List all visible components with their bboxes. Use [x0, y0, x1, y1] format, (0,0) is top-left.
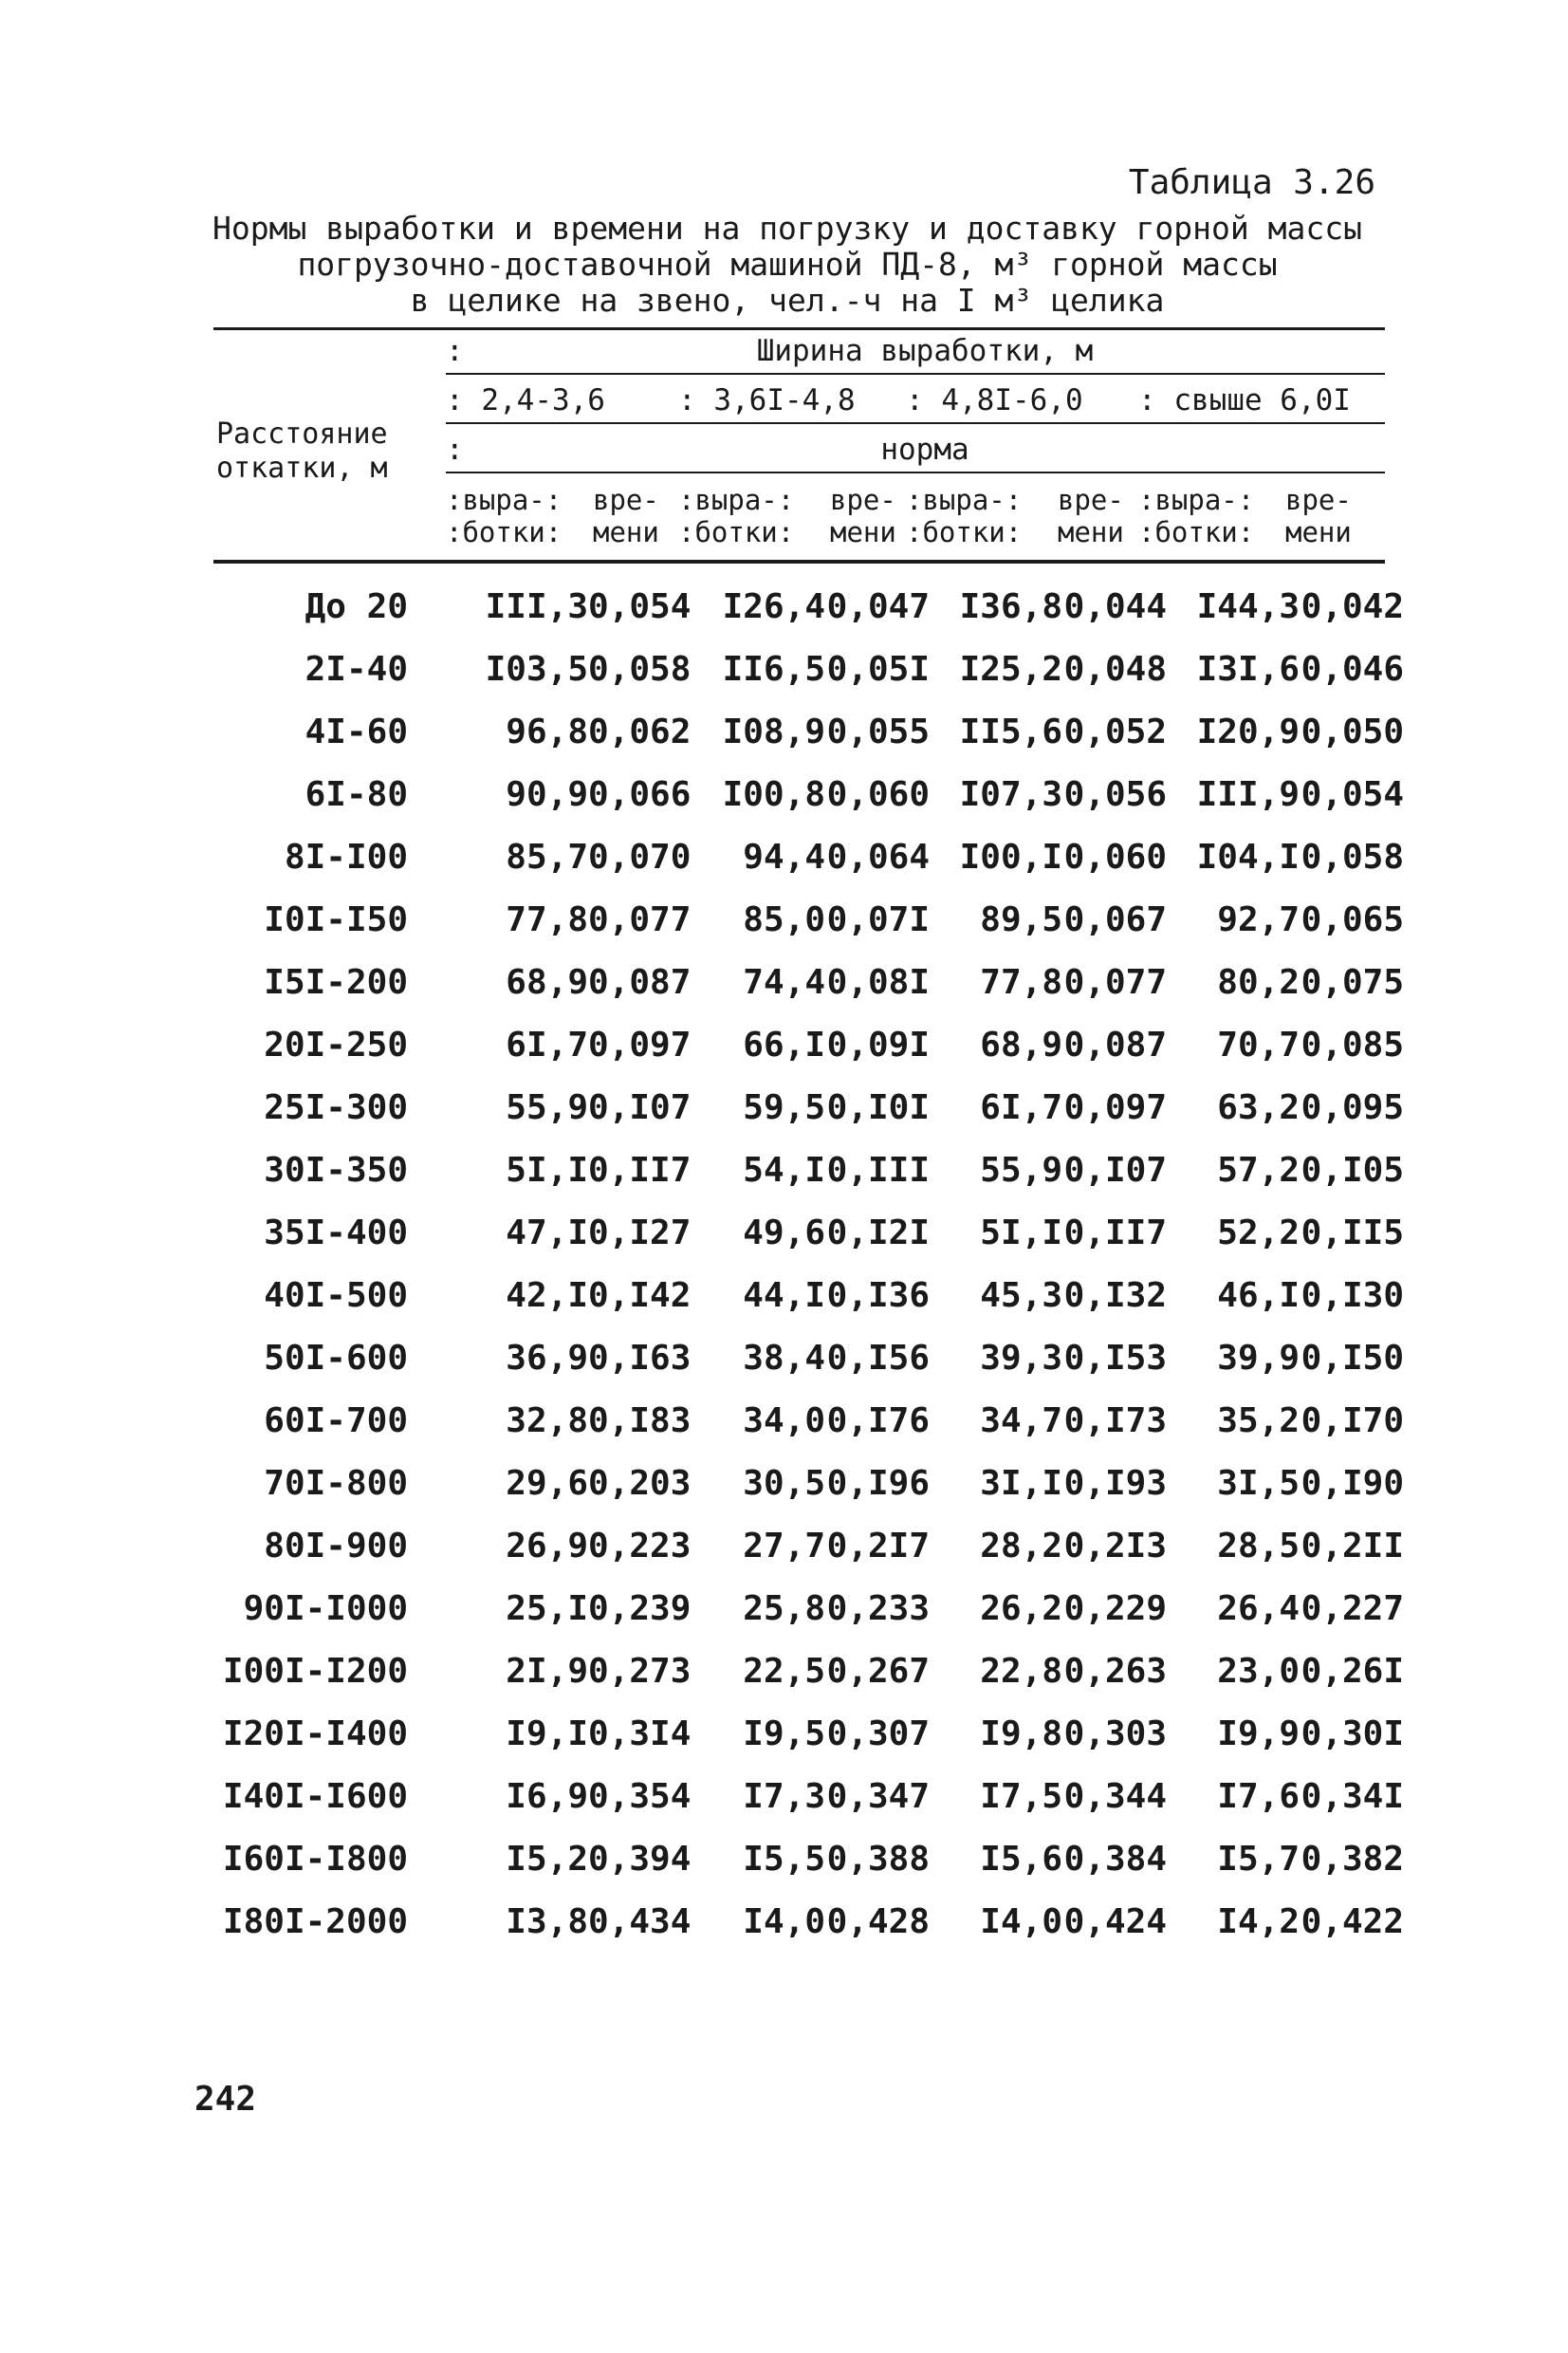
output-cell: I3,8 — [506, 1902, 588, 1941]
time-cell: 0,I83 — [588, 1401, 692, 1440]
time-cell: 0,223 — [588, 1527, 692, 1566]
time-cell: 0,046 — [1301, 650, 1404, 689]
output-header: :выра-: :ботки: — [678, 484, 795, 548]
header-colon: : — [446, 334, 464, 368]
output-cell: 3I,I — [980, 1464, 1062, 1503]
width-range-header: : 2,4-3,6 — [446, 383, 605, 417]
output-cell: 42,I — [506, 1276, 588, 1315]
time-cell: 0,422 — [1301, 1902, 1404, 1941]
time-cell: 0,I27 — [588, 1214, 692, 1252]
table-row — [190, 1266, 1404, 1326]
distance-cell: 4I-60 — [304, 713, 408, 751]
output-cell: I44,3 — [1196, 587, 1300, 626]
output-cell: III,9 — [1196, 775, 1300, 814]
width-range-header: : свыше 6,0I — [1138, 383, 1351, 417]
time-cell: 0,I0I — [826, 1088, 930, 1127]
time-cell: 0,I07 — [1063, 1151, 1167, 1190]
output-cell: I00,I — [959, 838, 1062, 877]
time-cell: 0,050 — [1301, 713, 1404, 751]
time-cell: 0,065 — [1301, 900, 1404, 939]
output-cell: 57,2 — [1217, 1151, 1300, 1190]
output-cell: I4,0 — [980, 1902, 1062, 1941]
time-cell: 0,056 — [1063, 775, 1167, 814]
output-cell: 27,7 — [743, 1527, 825, 1566]
table-row — [190, 827, 1404, 888]
distance-cell: 80I-900 — [264, 1527, 408, 1566]
time-cell: 0,05I — [826, 650, 930, 689]
time-header: вре- мени — [593, 484, 659, 548]
table-row — [190, 1767, 1404, 1827]
time-cell: 0,052 — [1063, 713, 1167, 751]
output-cell: I9,I — [506, 1714, 588, 1753]
time-cell: 0,054 — [1301, 775, 1404, 814]
time-cell: 0,273 — [588, 1652, 692, 1691]
width-range: 2,4-3,6 — [481, 383, 605, 417]
output-cell: 45,3 — [980, 1276, 1062, 1315]
time-cell: 0,077 — [588, 900, 692, 939]
distance-cell: 6I-80 — [304, 775, 408, 814]
output-cell: 26,4 — [1217, 1589, 1300, 1628]
time-cell: 0,263 — [1063, 1652, 1167, 1691]
time-cell: 0,30I — [1301, 1714, 1404, 1753]
time-cell: 0,058 — [1301, 838, 1404, 877]
output-cell: 52,2 — [1217, 1214, 1300, 1252]
time-cell: 0,060 — [1063, 838, 1167, 877]
output-cell: 90,9 — [506, 775, 588, 814]
time-cell: 0,067 — [1063, 900, 1167, 939]
time-cell: 0,307 — [826, 1714, 930, 1753]
time-cell: 0,267 — [826, 1652, 930, 1691]
output-cell: 54,I — [743, 1151, 825, 1190]
output-cell: 49,6 — [743, 1214, 825, 1252]
output-cell: 47,I — [506, 1214, 588, 1252]
time-cell: 0,064 — [826, 838, 930, 877]
time-cell: 0,I63 — [588, 1339, 692, 1378]
caption-line: погрузочно-доставочной машиной ПД-8, м³ горной массы — [297, 246, 1278, 283]
output-cell: 26,9 — [506, 1527, 588, 1566]
time-cell: 0,II7 — [588, 1151, 692, 1190]
output-cell: I7,3 — [743, 1777, 825, 1816]
time-cell: 0,3I4 — [588, 1714, 692, 1753]
time-header: вре- мени — [830, 484, 896, 548]
output-cell: I5,5 — [743, 1840, 825, 1879]
output-header: :выра-: :ботки: — [906, 484, 1023, 548]
time-cell: 0,I56 — [826, 1339, 930, 1378]
table-row — [190, 1641, 1404, 1702]
time-cell: 0,09I — [826, 1026, 930, 1065]
distance-cell: I20I-I400 — [222, 1714, 408, 1753]
time-cell: 0,I32 — [1063, 1276, 1167, 1315]
output-cell: 55,9 — [980, 1151, 1062, 1190]
output-cell: I9,5 — [743, 1714, 825, 1753]
output-cell: I6,9 — [506, 1777, 588, 1816]
output-cell: I3I,6 — [1196, 650, 1300, 689]
time-cell: 0,044 — [1063, 587, 1167, 626]
distance-cell: I5I-200 — [264, 963, 408, 1002]
time-cell: 0,066 — [588, 775, 692, 814]
table-row — [190, 765, 1404, 825]
page-number: 242 — [194, 2080, 257, 2119]
output-cell: I00,8 — [722, 775, 825, 814]
output-cell: I20,9 — [1196, 713, 1300, 751]
time-cell: 0,075 — [1301, 963, 1404, 1002]
time-cell: 0,I93 — [1063, 1464, 1167, 1503]
time-cell: 0,I76 — [826, 1401, 930, 1440]
output-cell: I08,9 — [722, 713, 825, 751]
time-cell: 0,I05 — [1301, 1151, 1404, 1190]
time-cell: 0,434 — [588, 1902, 692, 1941]
norm-header: норма — [880, 433, 969, 467]
table-row — [190, 1892, 1404, 1953]
table-caption — [190, 211, 1385, 319]
table-number: Таблица 3.26 — [1128, 163, 1375, 202]
table-row — [190, 1203, 1404, 1264]
distance-header — [216, 417, 388, 486]
time-cell: 0,2I7 — [826, 1527, 930, 1566]
output-cell: 94,4 — [743, 838, 825, 877]
output-cell: 30,5 — [743, 1464, 825, 1503]
distance-cell: До 20 — [304, 587, 408, 626]
output-cell: 5I,I — [980, 1214, 1062, 1252]
distance-header-line: Расстояние — [216, 417, 388, 451]
output-cell: 96,8 — [506, 713, 588, 751]
output-cell: 26,2 — [980, 1589, 1062, 1628]
header-rule — [446, 472, 1385, 473]
time-cell: 0,203 — [588, 1464, 692, 1503]
output-cell: 39,9 — [1217, 1339, 1300, 1378]
distance-cell: I60I-I800 — [222, 1840, 408, 1879]
distance-cell: 70I-800 — [264, 1464, 408, 1503]
distance-cell: 90I-I000 — [243, 1589, 408, 1628]
time-cell: 0,I73 — [1063, 1401, 1167, 1440]
time-cell: 0,I42 — [588, 1276, 692, 1315]
time-cell: 0,227 — [1301, 1589, 1404, 1628]
output-cell: 32,8 — [506, 1401, 588, 1440]
time-cell: 0,I53 — [1063, 1339, 1167, 1378]
output-cell: 39,3 — [980, 1339, 1062, 1378]
distance-cell: I0I-I50 — [264, 900, 408, 939]
time-cell: 0,I36 — [826, 1276, 930, 1315]
output-cell: I4,2 — [1217, 1902, 1300, 1941]
time-cell: 0,I2I — [826, 1214, 930, 1252]
time-cell: 0,2II — [1301, 1527, 1404, 1566]
output-cell: 68,9 — [980, 1026, 1062, 1065]
distance-cell: 2I-40 — [304, 650, 408, 689]
time-cell: 0,062 — [588, 713, 692, 751]
output-header: :выра-: :ботки: — [1138, 484, 1255, 548]
output-header: :выра-: :ботки: — [446, 484, 563, 548]
output-cell: I03,5 — [485, 650, 588, 689]
output-cell: 68,9 — [506, 963, 588, 1002]
time-cell: 0,060 — [826, 775, 930, 814]
output-cell: I5,6 — [980, 1840, 1062, 1879]
time-cell: 0,I96 — [826, 1464, 930, 1503]
header-rule — [446, 422, 1385, 424]
output-cell: I9,8 — [980, 1714, 1062, 1753]
distance-cell: I40I-I600 — [222, 1777, 408, 1816]
table-row — [190, 1015, 1404, 1076]
output-cell: 2I,9 — [506, 1652, 588, 1691]
time-cell: 0,047 — [826, 587, 930, 626]
width-header: Ширина выработки, м — [756, 334, 1094, 368]
output-cell: 36,9 — [506, 1339, 588, 1378]
output-cell: 28,5 — [1217, 1527, 1300, 1566]
distance-cell: 25I-300 — [264, 1088, 408, 1127]
time-cell: 0,07I — [826, 900, 930, 939]
output-cell: I9,9 — [1217, 1714, 1300, 1753]
output-cell: I5,7 — [1217, 1840, 1300, 1879]
width-range: 3,6I-4,8 — [713, 383, 856, 417]
width-range: свыше 6,0I — [1173, 383, 1351, 417]
output-cell: 34,0 — [743, 1401, 825, 1440]
output-cell: 77,8 — [506, 900, 588, 939]
output-cell: 34,7 — [980, 1401, 1062, 1440]
table-row — [190, 639, 1404, 700]
time-cell: 0,095 — [1301, 1088, 1404, 1127]
output-cell: 92,7 — [1217, 900, 1300, 939]
time-cell: 0,347 — [826, 1777, 930, 1816]
time-cell: 0,058 — [588, 650, 692, 689]
time-cell: 0,087 — [588, 963, 692, 1002]
output-cell: 6I,7 — [980, 1088, 1062, 1127]
table-row — [190, 1078, 1404, 1139]
header-bottom-rule — [213, 560, 1385, 564]
time-cell: 0,394 — [588, 1840, 692, 1879]
header-rule — [446, 373, 1385, 375]
output-cell: 38,4 — [743, 1339, 825, 1378]
output-cell: I25,2 — [959, 650, 1062, 689]
output-cell: 22,8 — [980, 1652, 1062, 1691]
time-header: вре- мени — [1285, 484, 1352, 548]
time-cell: 0,I50 — [1301, 1339, 1404, 1378]
output-cell: I04,I — [1196, 838, 1300, 877]
table-row — [190, 1328, 1404, 1389]
output-cell: I5,2 — [506, 1840, 588, 1879]
distance-header-line: откатки, м — [216, 452, 388, 485]
distance-cell: I80I-2000 — [222, 1902, 408, 1941]
output-cell: II6,5 — [722, 650, 825, 689]
distance-cell: 35I-400 — [264, 1214, 408, 1252]
distance-cell: 60I-700 — [264, 1401, 408, 1440]
table-row — [190, 702, 1404, 763]
time-cell: 0,382 — [1301, 1840, 1404, 1879]
output-cell: I36,8 — [959, 587, 1062, 626]
distance-cell: 20I-250 — [264, 1026, 408, 1065]
output-cell: 25,I — [506, 1589, 588, 1628]
time-cell: 0,048 — [1063, 650, 1167, 689]
output-cell: 44,I — [743, 1276, 825, 1315]
time-cell: 0,2I3 — [1063, 1527, 1167, 1566]
time-cell: 0,II5 — [1301, 1214, 1404, 1252]
table-row — [190, 1140, 1404, 1201]
output-cell: 55,9 — [506, 1088, 588, 1127]
caption-line: Нормы выработки и времени на погрузку и доставку горной массы — [212, 210, 1362, 247]
time-cell: 0,388 — [826, 1840, 930, 1879]
output-cell: II5,6 — [959, 713, 1062, 751]
output-cell: III,3 — [485, 587, 588, 626]
table-row — [190, 1829, 1404, 1890]
output-cell: 74,4 — [743, 963, 825, 1002]
output-cell: 22,5 — [743, 1652, 825, 1691]
time-cell: 0,054 — [588, 587, 692, 626]
time-cell: 0,303 — [1063, 1714, 1167, 1753]
time-cell: 0,428 — [826, 1902, 930, 1941]
distance-cell: 40I-500 — [264, 1276, 408, 1315]
header-colon: : — [446, 433, 464, 467]
output-cell: 80,2 — [1217, 963, 1300, 1002]
time-cell: 0,08I — [826, 963, 930, 1002]
time-cell: 0,087 — [1063, 1026, 1167, 1065]
table-row — [190, 1704, 1404, 1765]
distance-cell: 30I-350 — [264, 1151, 408, 1190]
table-row — [190, 1391, 1404, 1452]
output-cell: I26,4 — [722, 587, 825, 626]
table-row — [190, 953, 1404, 1013]
output-cell: 85,0 — [743, 900, 825, 939]
time-cell: 0,097 — [1063, 1088, 1167, 1127]
output-cell: I7,5 — [980, 1777, 1062, 1816]
width-range: 4,8I-6,0 — [941, 383, 1083, 417]
output-cell: I4,0 — [743, 1902, 825, 1941]
time-cell: 0,344 — [1063, 1777, 1167, 1816]
time-cell: 0,229 — [1063, 1589, 1167, 1628]
table-row — [190, 1516, 1404, 1577]
time-cell: 0,I07 — [588, 1088, 692, 1127]
output-cell: 6I,7 — [506, 1026, 588, 1065]
output-cell: 46,I — [1217, 1276, 1300, 1315]
time-cell: 0,III — [826, 1151, 930, 1190]
output-cell: 29,6 — [506, 1464, 588, 1503]
output-cell: 63,2 — [1217, 1088, 1300, 1127]
time-cell: 0,097 — [588, 1026, 692, 1065]
time-cell: 0,I90 — [1301, 1464, 1404, 1503]
output-cell: I07,3 — [959, 775, 1062, 814]
time-cell: 0,055 — [826, 713, 930, 751]
time-cell: 0,233 — [826, 1589, 930, 1628]
output-cell: 28,2 — [980, 1527, 1062, 1566]
time-cell: 0,II7 — [1063, 1214, 1167, 1252]
output-cell: 5I,I — [506, 1151, 588, 1190]
time-cell: 0,384 — [1063, 1840, 1167, 1879]
output-cell: 66,I — [743, 1026, 825, 1065]
output-cell: 23,0 — [1217, 1652, 1300, 1691]
output-cell: 59,5 — [743, 1088, 825, 1127]
table-row — [190, 577, 1404, 638]
time-cell: 0,I30 — [1301, 1276, 1404, 1315]
width-range-header: : 3,6I-4,8 — [678, 383, 856, 417]
time-cell: 0,085 — [1301, 1026, 1404, 1065]
output-cell: I7,6 — [1217, 1777, 1300, 1816]
time-cell: 0,077 — [1063, 963, 1167, 1002]
output-cell: 25,8 — [743, 1589, 825, 1628]
distance-cell: 50I-600 — [264, 1339, 408, 1378]
table-top-rule — [213, 327, 1385, 330]
table-row — [190, 890, 1404, 951]
distance-cell: 8I-I00 — [284, 838, 408, 877]
output-cell: 35,2 — [1217, 1401, 1300, 1440]
time-cell: 0,I70 — [1301, 1401, 1404, 1440]
output-cell: 89,5 — [980, 900, 1062, 939]
distance-cell: I00I-I200 — [222, 1652, 408, 1691]
time-cell: 0,354 — [588, 1777, 692, 1816]
time-cell: 0,26I — [1301, 1652, 1404, 1691]
output-cell: 3I,5 — [1217, 1464, 1300, 1503]
output-cell: 70,7 — [1217, 1026, 1300, 1065]
time-cell: 0,34I — [1301, 1777, 1404, 1816]
time-cell: 0,424 — [1063, 1902, 1167, 1941]
time-cell: 0,239 — [588, 1589, 692, 1628]
output-cell: 85,7 — [506, 838, 588, 877]
table-row — [190, 1454, 1404, 1514]
time-header: вре- мени — [1058, 484, 1124, 548]
time-cell: 0,070 — [588, 838, 692, 877]
width-range-header: : 4,8I-6,0 — [906, 383, 1083, 417]
output-cell: 77,8 — [980, 963, 1062, 1002]
time-cell: 0,042 — [1301, 587, 1404, 626]
caption-line: в целике на звено, чел.-ч на I м³ целика — [410, 282, 1165, 319]
table-row — [190, 1579, 1404, 1640]
